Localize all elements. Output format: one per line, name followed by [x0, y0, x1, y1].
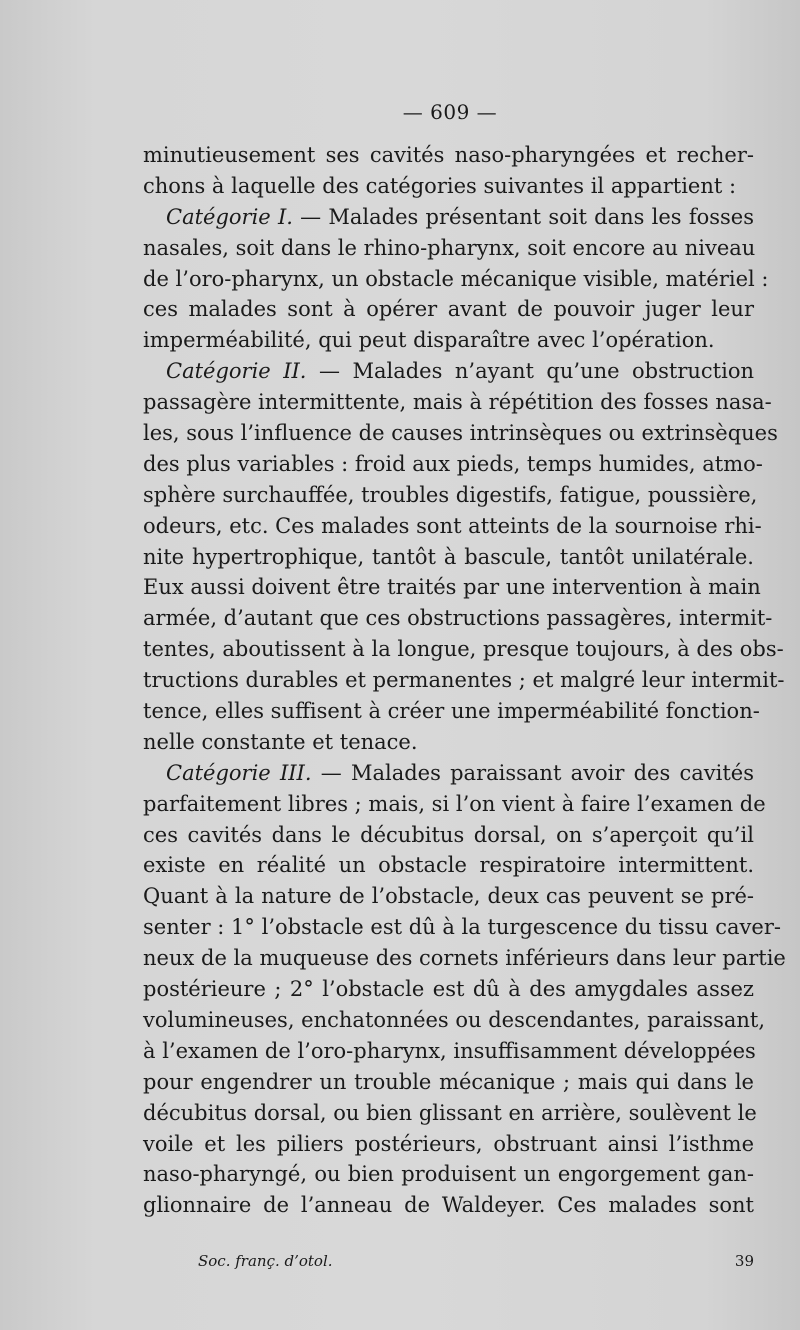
line-text: décubitus dorsal, ou bien glissant en arrière, soulèvent le	[143, 1100, 757, 1125]
category-heading: Catégorie II.	[166, 359, 307, 384]
line-text: passagère intermittente, mais à répétition des fosses nasa-	[143, 390, 772, 415]
line-text: glionnaire de l’anneau de Waldeyer. Ces malades sont	[143, 1193, 754, 1218]
text-line	[143, 1159, 754, 1190]
text-line	[143, 943, 786, 974]
text-line	[143, 727, 754, 758]
text-line	[143, 1005, 766, 1036]
line-text: armée, d’autant que ces obstructions passagères, intermit-	[143, 606, 773, 631]
line-text: chons à laquelle des catégories suivantes il appartient :	[143, 173, 737, 198]
category-heading: Catégorie III.	[166, 760, 312, 785]
line-text: nelle constante et tenace.	[143, 729, 418, 754]
text-line	[143, 264, 769, 295]
line-text: nasales, soit dans le rhino-pharynx, soit encore au niveau	[143, 235, 756, 260]
text-line	[143, 542, 754, 573]
line-text: minutieusement ses cavités naso-pharyngées et recher-	[143, 143, 754, 167]
category-heading: Catégorie I.	[166, 204, 293, 229]
line-text: postérieure ; 2° l’obstacle est dû à des amygdales assez	[143, 977, 754, 1002]
line-text: existe en réalité un obstacle respiratoire intermittent.	[143, 853, 754, 878]
text-line	[143, 881, 754, 912]
line-text: voile et les piliers postérieurs, obstruant ainsi l’isthme	[143, 1131, 754, 1156]
footer-journal: Soc. franç. d’otol.	[198, 1252, 333, 1270]
text-line	[143, 696, 760, 727]
text-line	[143, 850, 754, 881]
line-text: parfaitement libres ; mais, si l’on vient à faire l’examen de	[143, 791, 766, 816]
text-line	[143, 140, 754, 171]
line-text: tructions durables et permanentes ; et malgré leur intermit-	[143, 668, 785, 693]
text-line	[143, 1036, 754, 1067]
line-text: — Malades présentant soit dans les fosses	[292, 204, 754, 229]
page-footer	[198, 1252, 754, 1276]
text-line	[143, 325, 754, 356]
line-text: les, sous l’influence de causes intrinsèques ou extrinsèques	[143, 421, 778, 446]
text-line	[143, 789, 766, 820]
text-line	[143, 1098, 757, 1129]
text-line	[143, 480, 758, 511]
line-text: des plus variables : froid aux pieds, temps humides, atmo-	[143, 451, 763, 476]
text-line	[143, 603, 773, 634]
text-line	[143, 974, 754, 1005]
text-line	[143, 634, 784, 665]
text-line	[143, 572, 761, 603]
text-line	[143, 294, 754, 325]
text-line	[143, 387, 772, 418]
text-line	[143, 1190, 754, 1221]
text-line	[143, 1129, 754, 1160]
line-text: ces cavités dans le décubitus dorsal, on s’aperçoit qu’il	[143, 822, 754, 847]
text-line	[143, 665, 785, 696]
line-text: odeurs, etc. Ces malades sont atteints de la sournoise rhi-	[143, 513, 762, 538]
line-text: imperméabilité, qui peut disparaître avec l’opération.	[143, 328, 715, 353]
line-text: sphère surchauffée, troubles digestifs, fatigue, poussière,	[143, 482, 758, 507]
line-text: de l’oro-pharynx, un obstacle mécanique visible, matériel :	[143, 266, 769, 291]
line-text: Eux aussi doivent être traités par une intervention à main	[143, 575, 761, 600]
line-text: volumineuses, enchatonnées ou descendantes, paraissant,	[143, 1007, 766, 1032]
line-text: senter : 1° l’obstacle est dû à la turgescence du tissu caver-	[143, 915, 781, 940]
footer-signature-mark: 39	[734, 1252, 754, 1270]
text-line	[143, 1067, 754, 1098]
page-number: — 609 —	[402, 100, 498, 124]
text-line	[143, 820, 754, 851]
text-line	[143, 418, 778, 449]
line-text: Quant à la nature de l’obstacle, deux cas peuvent se pré-	[143, 884, 754, 909]
line-text: tence, elles suffisent à créer une imperméabilité fonction-	[143, 699, 760, 724]
body-text	[143, 140, 786, 1221]
line-text: — Malades n’ayant qu’une obstruction	[306, 359, 754, 384]
line-text: à l’examen de l’oro-pharynx, insuffisamment développées	[143, 1038, 756, 1063]
text-line	[143, 202, 754, 233]
line-text: nite hypertrophique, tantôt à bascule, tantôt unilatérale.	[143, 544, 754, 569]
text-line	[143, 171, 754, 202]
text-line	[143, 912, 781, 943]
text-line	[143, 449, 763, 480]
line-text: pour engendrer un trouble mécanique ; mais qui dans le	[143, 1069, 754, 1094]
line-text: neux de la muqueuse des cornets inférieurs dans leur partie	[143, 946, 786, 971]
text-line	[143, 758, 754, 789]
text-line	[143, 233, 754, 264]
line-text: tentes, aboutissent à la longue, presque toujours, à des obs-	[143, 637, 784, 662]
line-text: — Malades paraissant avoir des cavités	[311, 760, 754, 785]
line-text: naso-pharyngé, ou bien produisent un engorgement gan-	[143, 1162, 754, 1187]
line-text: ces malades sont à opérer avant de pouvoir juger leur	[143, 297, 754, 322]
text-line	[143, 356, 754, 387]
text-line	[143, 511, 762, 542]
